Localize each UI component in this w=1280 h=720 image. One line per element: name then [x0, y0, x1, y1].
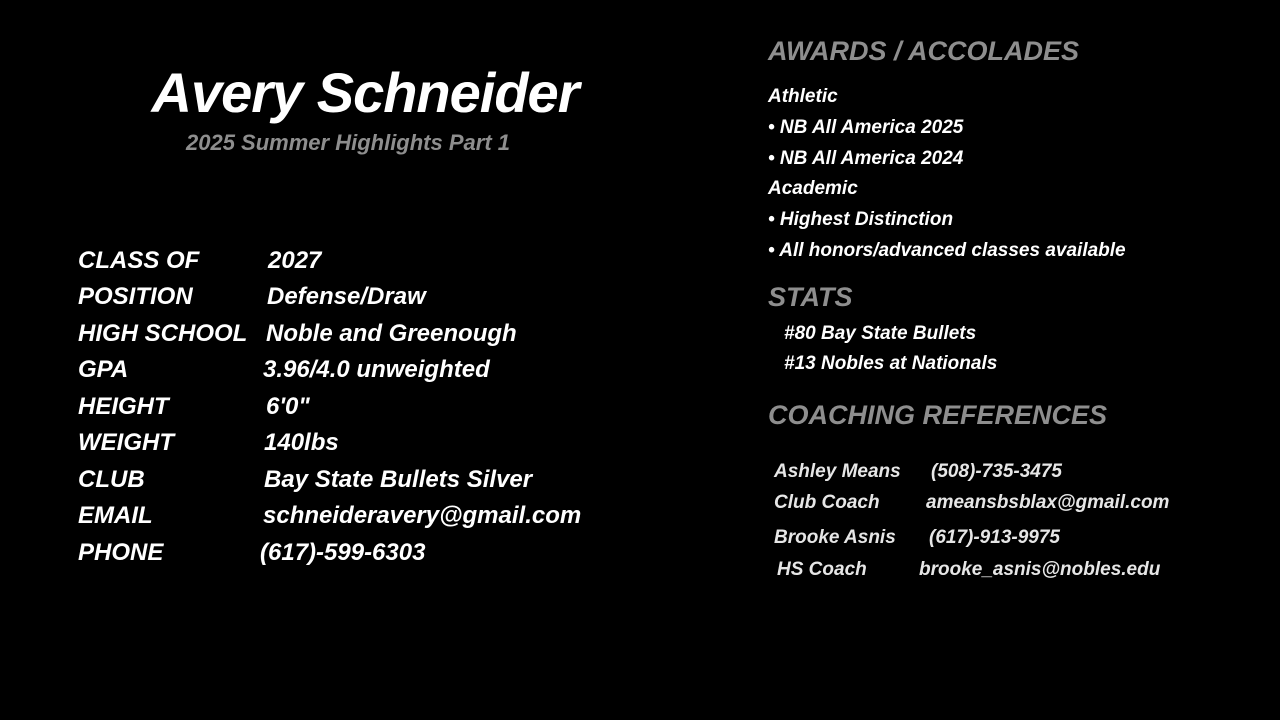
coach-name: Ashley Means — [774, 461, 901, 482]
bio-value-weight: 140lbs — [264, 429, 339, 456]
bio-label-weight: WEIGHT — [78, 429, 174, 456]
bio-value-phone: (617)-599-6303 — [260, 539, 426, 566]
bio-value-email: schneideravery@gmail.com — [263, 502, 582, 529]
award-item: • NB All America 2024 — [768, 148, 964, 169]
award-item: • All honors/advanced classes available — [768, 240, 1126, 261]
bio-label-club: CLUB — [78, 466, 145, 493]
coaching-heading: COACHING REFERENCES — [768, 400, 1108, 430]
bio-label-email: EMAIL — [78, 502, 153, 529]
coach-role: Club Coach — [774, 492, 880, 513]
bio-value-high-school: Noble and Greenough — [266, 320, 517, 347]
coach-name: Brooke Asnis — [774, 527, 896, 548]
awards-category-athletic: Athletic — [768, 86, 838, 107]
bio-value-position: Defense/Draw — [267, 283, 426, 310]
coach-email: brooke_asnis@nobles.edu — [919, 559, 1161, 580]
bio-label-position: POSITION — [78, 283, 193, 310]
bio-label-phone: PHONE — [78, 539, 164, 566]
bio-value-height: 6'0" — [266, 393, 310, 420]
bio-value-club: Bay State Bullets Silver — [264, 466, 533, 493]
stat-item: #13 Nobles at Nationals — [784, 353, 998, 374]
bio-label-gpa: GPA — [78, 356, 129, 383]
bio-value-class-of: 2027 — [268, 247, 322, 274]
awards-heading: AWARDS / ACCOLADES — [768, 36, 1080, 66]
stats-heading: STATS — [768, 282, 853, 312]
bio-label-class-of: CLASS OF — [78, 247, 200, 274]
page-subtitle: 2025 Summer Highlights Part 1 — [186, 130, 510, 155]
coach-email: ameansbsblax@gmail.com — [926, 492, 1170, 513]
stat-item: #80 Bay State Bullets — [784, 323, 977, 344]
coach-phone: (617)-913-9975 — [929, 527, 1060, 548]
bio-label-height: HEIGHT — [78, 393, 169, 420]
bio-label-high-school: HIGH SCHOOL — [78, 320, 248, 347]
coach-role: HS Coach — [777, 559, 867, 580]
awards-category-academic: Academic — [768, 178, 858, 199]
coach-phone: (508)-735-3475 — [931, 461, 1062, 482]
player-name: Avery Schneider — [151, 61, 579, 124]
award-item: • NB All America 2025 — [768, 117, 964, 138]
award-item: • Highest Distinction — [768, 209, 954, 230]
bio-value-gpa: 3.96/4.0 unweighted — [263, 356, 490, 383]
